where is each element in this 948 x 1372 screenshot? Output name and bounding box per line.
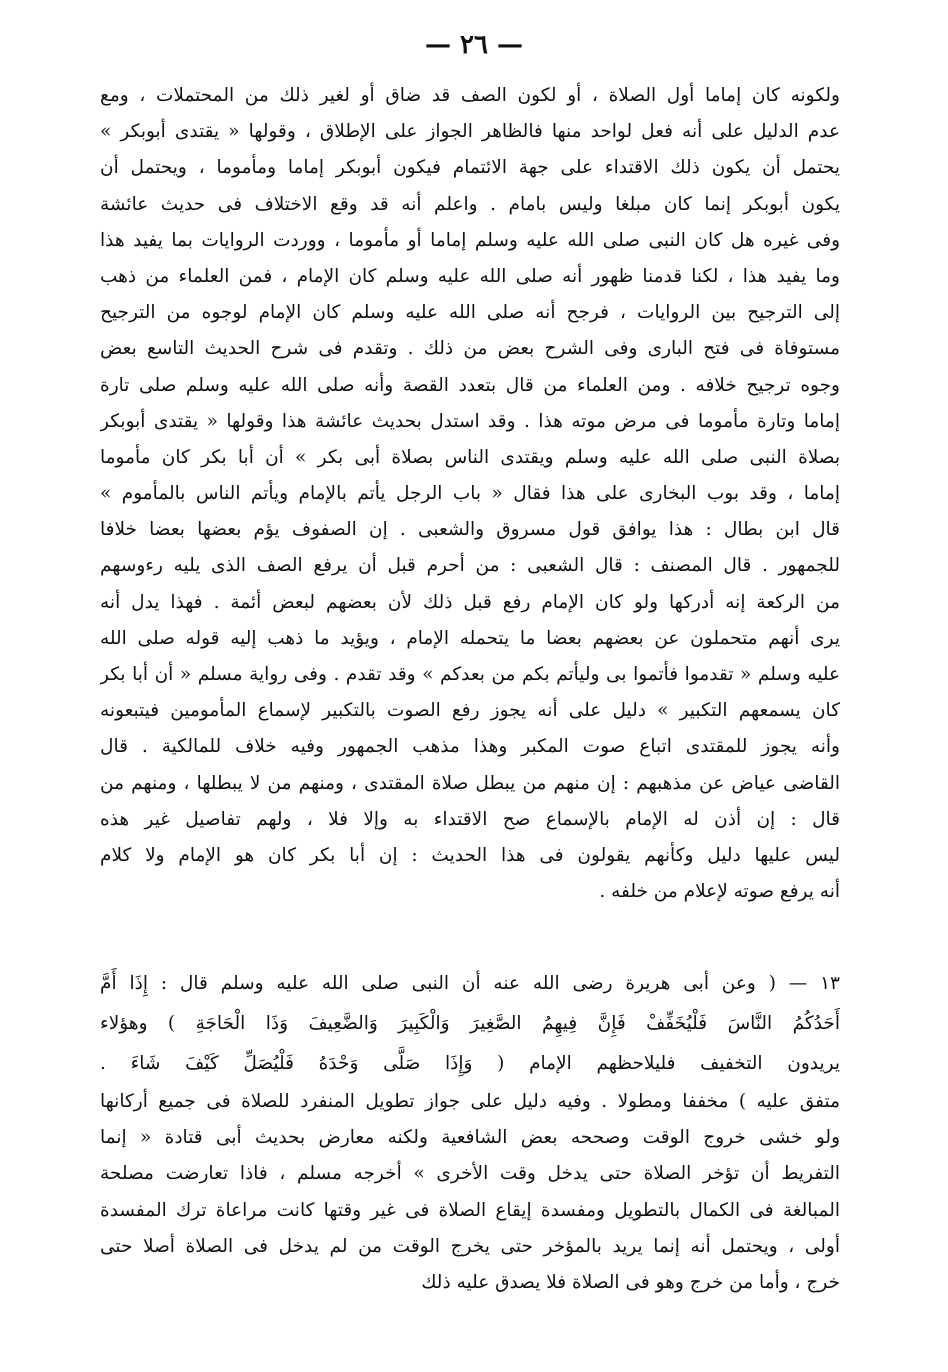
text-line: كان يسمعهم التكبير » دليل على أنه يجوز رفع الصوت بالتكبير لإسماع المأمومين فيتبعونه xyxy=(100,700,840,722)
text-line: وما يفيد هذا ، لكنا قدمنا ظهور أنه صلى الله عليه وسلم كان الإمام ، فمن العلماء من ذهب xyxy=(100,265,840,287)
text-line: وأنه يجوز للمقتدى اتباع صوت المكبر وهذا مذهب الجمهور وفيه خلاف للمالكية . قال xyxy=(100,736,840,758)
text-line: ليس عليها دليل وكأنهم يقولون فى هذا الحديث : إن أبا بكر كان هو الإمام ولا كلام xyxy=(100,844,840,866)
text-line: ولكونه كان إماما أول الصلاة ، أو لكون الصف قد ضاق أو لغير ذلك من المحتملات ، ومع xyxy=(100,85,840,106)
text-line: من الركعة إنه أدركها ولو كان الإمام رفع قبل ذلك لأن بعضهم لبعض أئمة . فهذا يدل أنه xyxy=(100,591,840,613)
text-line: ١٣ — ( وعن أبى هريرة رضى الله عنه أن النبى صلى الله عليه وسلم قال : إِذَا أَمَّ xyxy=(100,973,840,994)
text-line: يكون أبوبكر إنما كان مبلغا وليس بامام . واعلم أنه قد وقع الاختلاف فى حديث عائشة xyxy=(100,193,840,215)
text-line: مستوفاة فى فتح البارى وفى الشرح بعض من ذلك . وتقدم فى شرح الحديث التاسع بعض xyxy=(100,338,840,360)
text-line: أولى ، ويحتمل أنه إنما يريد بالمؤخر حتى يخرج الوقت من لم يدخل فى الصلاة أصلا حتى xyxy=(100,1235,840,1257)
text-line: إماما وتارة مأموما فى مرض موته هذا . وقد استدل بحديث عائشة هذا وقولها « يقتدى أبوبكر xyxy=(100,410,840,432)
text-line: أنه يرفع صوته لإعلام من خلفه . xyxy=(599,881,840,903)
hadith-paragraph xyxy=(100,964,840,1301)
text-line: قال ابن بطال : هذا يوافق قول مسروق والشعبى . إن الصفوف يؤم بعضها بعضا خلافا xyxy=(100,519,840,541)
text-line: قال : إن أذن له الإمام بالإسماع صح الاقتداء به وإلا فلا ، ولهم تفاصيل غير هذه xyxy=(100,808,840,830)
text-line: عليه وسلم « تقدموا فأتموا بى وليأتم بكم من بعدكم » وقد تقدم . وفى رواية مسلم « أن أبا بكر xyxy=(100,664,840,685)
text-line: للجمهور . قال المصنف : قال الشعبى : من أحرم قبل أن يرفع الصف الذى يليه رءوسهم xyxy=(100,555,840,577)
text-line: المبالغة فى الكمال بالتطويل ومفسدة إيقاع الصلاة فى غير وقتها كانت مراعاة ترك المفسدة xyxy=(100,1199,840,1221)
page-number: — ٢٦ — xyxy=(424,30,524,60)
text-line: أَحَدُكُمُ النَّاسَ فَلْيُخَفِّفْ فَإِنَّ فِيهِمُ الصَّغِيرَ وَالْكَبِيرَ وَالضَّعِيفَ وَذَا الْحَاجَةِ ) وهؤلاء xyxy=(100,1013,840,1034)
text-line: ولو خشى خروج الوقت وصححه بعض الشافعية ولكنه معارض بحديث أبى قتادة « إنما xyxy=(100,1127,840,1149)
text-line: يرى أنهم متحملون عن بعضهم بعضا ما يتحمله الإمام ، ويؤيد ما ذهب إليه قوله صلى الله xyxy=(100,627,840,649)
text-line: التفريط أن تؤخر الصلاة حتى يدخل وقت الأخرى » أخرجه مسلم ، فاذا تعارضت مصلحة xyxy=(100,1163,840,1185)
commentary-paragraph xyxy=(100,78,840,910)
text-line: وجوه ترجيح خلافه . ومن العلماء من قال بتعدد القصة وأنه صلى الله عليه وسلم صلى تارة xyxy=(100,374,840,396)
text-line: يريدون التخفيف فليلاحظهم الإمام ( وَإِذَا صَلَّى وَحْدَهُ فَلْيُصَلِّ كَيْفَ شَاءَ . xyxy=(100,1053,840,1074)
text-line: يحتمل أن يكون ذلك الاقتداء على جهة الائتمام فيكون أبوبكر إماما ومأموما ، ويحتمل أن xyxy=(100,157,840,179)
text-line: القاضى عياض عن مذهبهم : إن منهم من يبطل صلاة المقتدى ، ومنهم من لا يبطلها ، ومنهم من xyxy=(100,772,840,794)
text-line: عدم الدليل على أنه فعل لواحد منها فالظاهر الجواز على الإطلاق ، وقولها « يقتدى أبوبكر » xyxy=(100,121,840,143)
text-line: إماما ، وقد بوب البخارى على هذا فقال « باب الرجل يأتم بالإمام ويأتم الناس بالمأموم » xyxy=(100,483,840,505)
text-line: خرج ، وأما من خرج وهو فى الصلاة فلا يصدق عليه ذلك xyxy=(421,1271,840,1293)
text-line: وفى غيره هل كان النبى صلى الله عليه وسلم إماما أو مأموما ، ووردت الروايات بما يفيد هذا xyxy=(100,229,840,251)
text-line: إلى الترجيح بين الروايات ، فرجح أنه صلى الله عليه وسلم كان الإمام لوجوه من الترجيح xyxy=(100,302,840,324)
text-line: بصلاة النبى صلى الله عليه وسلم ويقتدى الناس بصلاة أبى بكر » أن أبا بكر كان مأموما xyxy=(100,446,840,468)
text-line: متفق عليه ) مخففا ومطولا . وفيه دليل على جواز تطويل المنفرد للصلاة فى جميع أركانها xyxy=(100,1091,840,1112)
